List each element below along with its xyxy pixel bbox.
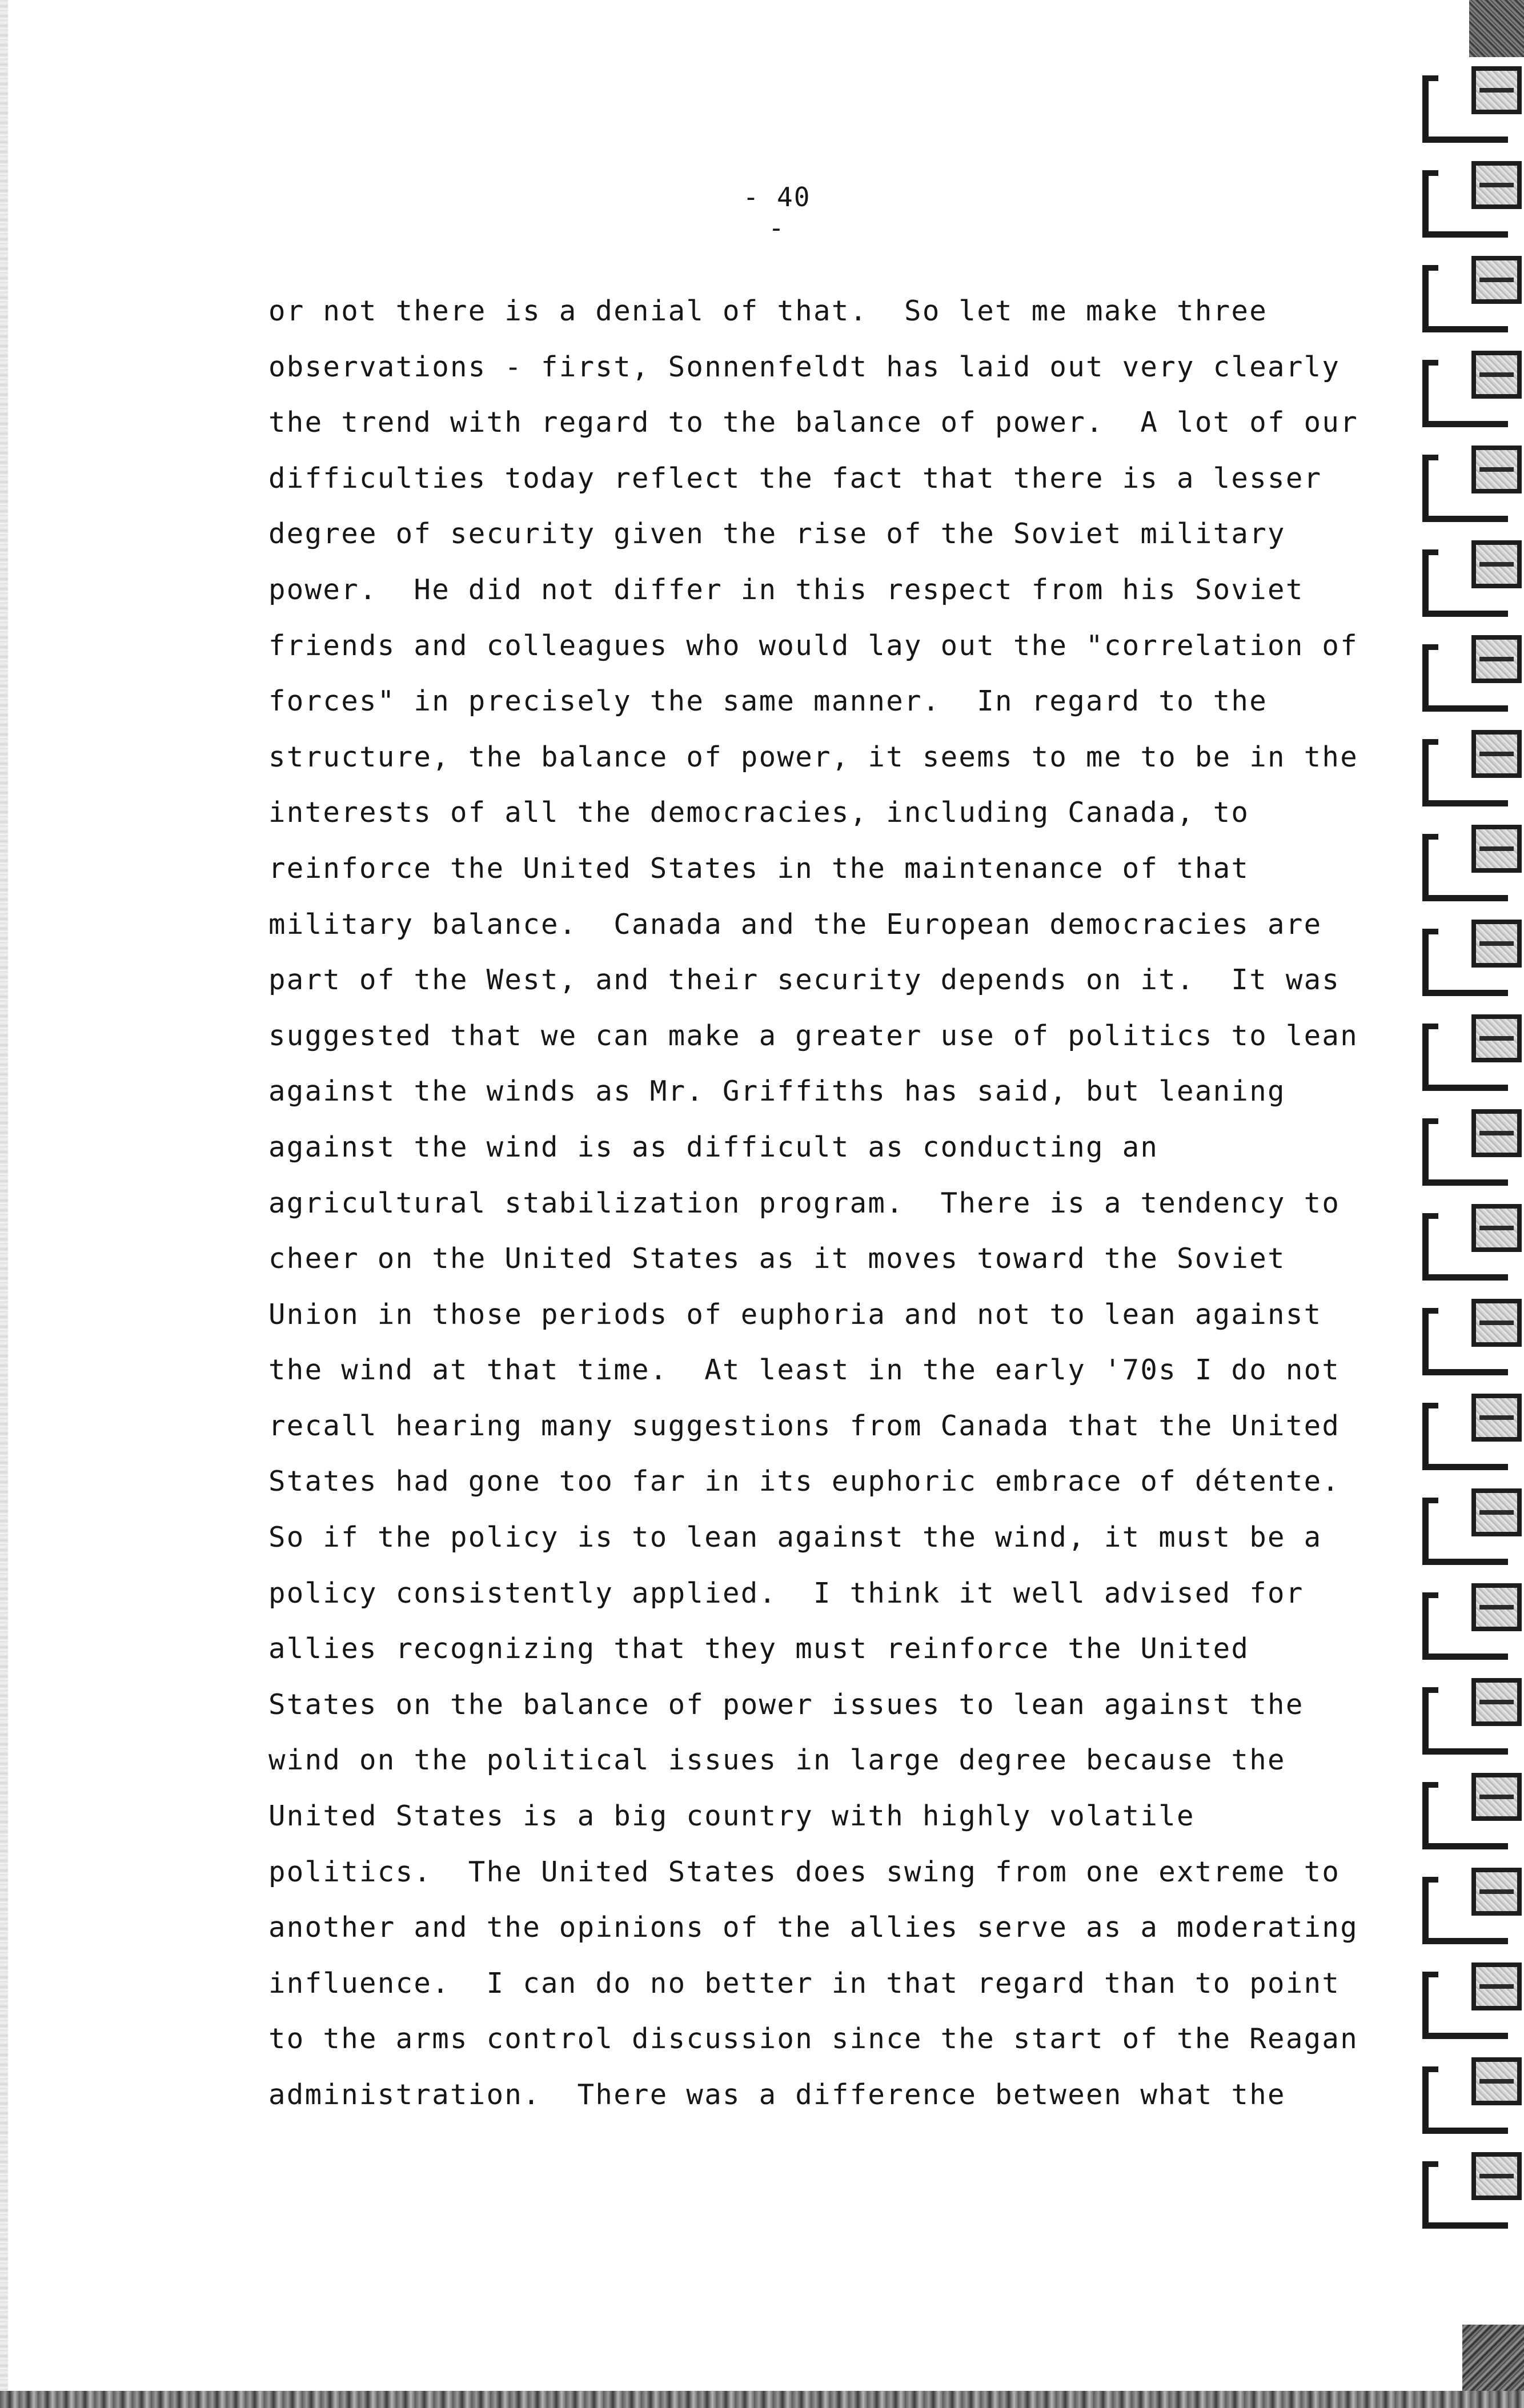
binding-punch-hole — [1471, 825, 1522, 873]
binding-ring — [1417, 158, 1524, 255]
text-line: agricultural stabilization program. There is a tendency to — [268, 1186, 1341, 1219]
text-line: another and the opinions of the allies serve as a moderating — [268, 1911, 1359, 1944]
text-line: friends and colleagues who would lay out the "correlation of — [268, 629, 1359, 662]
binding-ring — [1417, 632, 1524, 729]
text-line: recall hearing many suggestions from Canada that the United — [268, 1409, 1341, 1442]
text-line: cheer on the United States as it moves toward the Soviet — [268, 1242, 1286, 1275]
binding-punch-hole — [1471, 1678, 1522, 1726]
text-line: power. He did not differ in this respect from his Soviet — [268, 573, 1304, 606]
binding-punch-hole — [1471, 1299, 1522, 1347]
binding-ring — [1417, 252, 1524, 350]
binding-ring — [1417, 1201, 1524, 1298]
binding-cap-top — [1469, 0, 1524, 57]
binding-punch-hole — [1471, 256, 1522, 304]
binding-punch-hole — [1471, 1014, 1522, 1062]
spiral-binding — [1417, 0, 1524, 2408]
binding-punch-hole — [1471, 1204, 1522, 1252]
binding-ring — [1417, 63, 1524, 160]
text-line: States had gone too far in its euphoric embrace of détente. — [268, 1465, 1341, 1498]
text-line: difficulties today reflect the fact that there is a lesser — [268, 461, 1322, 495]
binding-punch-hole — [1471, 1488, 1522, 1536]
binding-punch-hole — [1471, 351, 1522, 399]
binding-ring — [1417, 1580, 1524, 1677]
binding-ring — [1417, 2054, 1524, 2151]
text-line: military balance. Canada and the European democracies are — [268, 908, 1322, 941]
binding-punch-hole — [1471, 1773, 1522, 1821]
page-number: - 40 - — [743, 182, 811, 243]
binding-ring — [1417, 1485, 1524, 1582]
text-line: politics. The United States does swing from one extreme to — [268, 1855, 1341, 1888]
text-line: influence. I can do no better in that regard than to point — [268, 1966, 1341, 2000]
binding-punch-hole — [1471, 446, 1522, 493]
text-line: or not there is a denial of that. So let me make three — [268, 295, 1268, 327]
scan-left-edge — [0, 0, 8, 2408]
binding-punch-hole — [1471, 730, 1522, 778]
binding-ring — [1417, 1011, 1524, 1108]
binding-ring — [1417, 1959, 1524, 2056]
text-line: States on the balance of power issues to lean against the — [268, 1688, 1304, 1721]
text-line: degree of security given the rise of the Soviet military — [268, 517, 1286, 551]
binding-ring — [1417, 1769, 1524, 1867]
binding-punch-hole — [1471, 1109, 1522, 1157]
text-line: observations - first, Sonnenfeldt has laid out very clearly — [268, 350, 1341, 383]
binding-punch-hole — [1471, 161, 1522, 209]
scan-bottom-edge — [0, 2391, 1524, 2408]
text-line: forces" in precisely the same manner. In regard to the — [268, 685, 1268, 718]
binding-cap-bottom — [1462, 2325, 1524, 2391]
text-line: against the winds as Mr. Griffiths has said, but leaning — [268, 1075, 1286, 1108]
binding-punch-hole — [1471, 2152, 1522, 2200]
binding-punch-hole — [1471, 540, 1522, 588]
binding-punch-hole — [1471, 2057, 1522, 2105]
text-line: So if the policy is to lean against the wind, it must be a — [268, 1521, 1322, 1554]
text-line: structure, the balance of power, it seems to me to be in the — [268, 740, 1359, 773]
binding-ring — [1417, 1675, 1524, 1772]
body-text — [268, 291, 1359, 2131]
text-line: the wind at that time. At least in the early '70s I do not — [268, 1354, 1341, 1387]
text-line: policy consistently applied. I think it well advised for — [268, 1576, 1304, 1610]
text-line: Union in those periods of euphoria and not to lean against — [268, 1298, 1322, 1331]
binding-punch-hole — [1471, 66, 1522, 114]
text-line: the trend with regard to the balance of power. A lot of our — [268, 406, 1359, 439]
binding-ring — [1417, 1295, 1524, 1392]
binding-ring — [1417, 821, 1524, 918]
text-line: reinforce the United States in the maintenance of that — [268, 852, 1250, 885]
text-line: to the arms control discussion since the start of the Reagan — [268, 2022, 1359, 2056]
binding-ring — [1417, 916, 1524, 1013]
binding-ring — [1417, 1106, 1524, 1203]
binding-ring — [1417, 537, 1524, 634]
binding-ring — [1417, 347, 1524, 444]
text-line: part of the West, and their security depends on it. It was — [268, 964, 1341, 997]
text-line: suggested that we can make a greater use of politics to lean — [268, 1019, 1359, 1052]
text-line: wind on the political issues in large degree because the — [268, 1744, 1286, 1777]
binding-ring — [1417, 1864, 1524, 1961]
text-line: against the wind is as difficult as conducting an — [268, 1130, 1159, 1163]
binding-punch-hole — [1471, 1394, 1522, 1442]
text-line: United States is a big country with highly volatile — [268, 1800, 1195, 1833]
binding-punch-hole — [1471, 920, 1522, 968]
binding-punch-hole — [1471, 1962, 1522, 2010]
binding-ring — [1417, 727, 1524, 824]
binding-ring — [1417, 1390, 1524, 1487]
text-line: interests of all the democracies, including Canada, to — [268, 796, 1250, 829]
binding-ring — [1417, 442, 1524, 539]
binding-punch-hole — [1471, 635, 1522, 683]
text-line: allies recognizing that they must reinforce the United — [268, 1632, 1250, 1665]
binding-ring — [1417, 2149, 1524, 2246]
binding-punch-hole — [1471, 1583, 1522, 1631]
text-line: administration. There was a difference between what the — [268, 2078, 1286, 2111]
binding-punch-hole — [1471, 1868, 1522, 1916]
